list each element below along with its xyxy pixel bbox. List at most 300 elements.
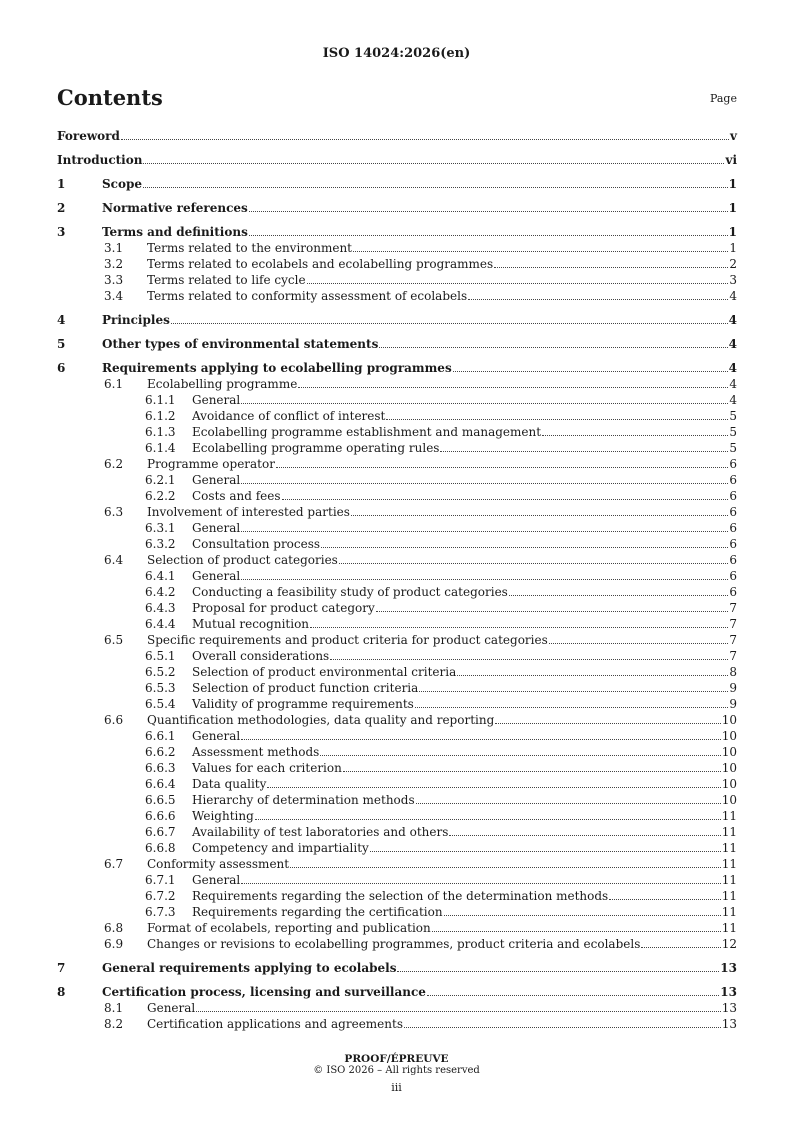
toc-entry-page: 13 [721,1001,737,1015]
toc-entry-title[interactable]: Certification process, licensing and surveillance [102,985,426,999]
toc-entry-title[interactable]: Normative references [102,201,248,215]
toc-entry-line [192,792,737,808]
toc-entry-title[interactable]: Terms related to conformity assessment of ecolabels [147,289,468,303]
toc-entry-line [192,744,737,760]
toc-entry-number: 6.1.3 [145,425,176,439]
toc-entry-title[interactable]: Ecolabelling programme operating rules [192,441,440,455]
dot-leader [376,602,729,612]
page-column-label: Page [709,92,737,105]
toc-entry-title[interactable]: Values for each criterion [192,761,342,775]
toc-entry[interactable] [57,600,737,616]
toc-entry-page: vi [725,153,737,167]
toc-entry-title[interactable]: Consultation process [192,537,321,551]
toc-entry-page: 1 [728,177,737,191]
page-number: iii [391,1081,402,1094]
dot-leader [453,362,728,372]
toc-entry-line [192,808,737,824]
dot-leader [241,730,720,740]
dot-leader [351,506,728,516]
toc-entry-title[interactable]: Programme operator [147,457,275,471]
toc-entry[interactable] [57,936,737,952]
dot-leader [397,962,719,972]
toc-entry[interactable] [57,552,737,568]
dot-leader [121,130,729,140]
toc-entry-title[interactable]: Changes or revisions to ecolabelling programmes, product criteria and ecolabels [147,937,641,951]
proof-label: PROOF/ÉPREUVE [344,1053,449,1065]
toc-entry-number: 6.6.1 [145,729,176,743]
toc-entry-page: 2 [729,257,737,271]
toc-entry-page: 4 [728,337,737,351]
toc-entry-title[interactable]: Avoidance of conflict of interest [192,409,386,423]
toc-entry[interactable] [57,824,737,840]
toc-entry[interactable] [57,152,737,168]
toc-entry-line [147,1000,737,1016]
toc-entry-number: 6.2 [104,457,124,471]
toc-entry-page: 6 [729,521,737,535]
toc-entry-line [192,616,737,632]
toc-entry[interactable] [57,336,737,352]
toc-entry[interactable] [57,504,737,520]
dot-leader [241,474,728,484]
toc-entry-page: 8 [729,665,737,679]
toc-entry-page: 6 [729,585,737,599]
toc-entry-page: 4 [728,361,737,375]
toc-entry-line [192,648,737,664]
toc-entry-number: 6.5.2 [145,665,176,679]
toc-entry[interactable] [57,840,737,856]
toc-entry-title[interactable]: Introduction [57,153,143,167]
toc-entry-line [147,936,737,952]
toc-entry-title[interactable]: General [192,521,241,535]
toc-entry-number: 6.6.8 [145,841,176,855]
toc-entry[interactable] [57,920,737,936]
toc-entry-line [192,568,737,584]
toc-entry[interactable] [57,712,737,728]
dot-leader [276,458,728,468]
toc-entry-number: 6.7 [104,857,124,871]
dot-leader [255,810,721,820]
toc-entry-page: 6 [729,505,737,519]
toc-entry[interactable] [57,240,737,256]
toc-entry-title[interactable]: Selection of product environmental criteria [192,665,457,679]
toc-entry-line [102,224,737,240]
toc-entry-page: 7 [729,633,737,647]
toc-entry-number: 6.5.1 [145,649,176,663]
toc-entry-title[interactable]: General [192,729,241,743]
toc-entry-title[interactable]: Costs and fees [192,489,281,503]
dot-leader [609,890,721,900]
dot-leader [353,242,728,252]
dot-leader [196,1002,720,1012]
toc-entry-line [102,200,737,216]
toc-entry-line [147,272,737,288]
toc-entry-line [192,424,737,440]
toc-entry[interactable] [57,648,737,664]
dot-leader [320,746,720,756]
toc-entry-line [192,600,737,616]
toc-entry[interactable] [57,224,737,240]
toc-entry-page: 3 [729,273,737,287]
toc-entry-line [192,872,737,888]
toc-entry-title[interactable]: Principles [102,313,170,327]
dot-leader [339,554,729,564]
toc-entry-title[interactable]: Terms related to ecolabels and ecolabelling programmes [147,257,494,271]
dot-leader [298,378,728,388]
toc-entry[interactable] [57,960,737,976]
dot-leader [321,538,728,548]
toc-entry-title[interactable]: Availability of test laboratories and others [192,825,449,839]
toc-entry-page: 13 [721,1017,737,1031]
dot-leader [416,794,721,804]
toc-entry-number: 3 [57,225,66,239]
toc-entry-page: 4 [729,377,737,391]
toc-entry-number: 6.6 [104,713,124,727]
page-footer [0,1053,793,1095]
toc-entry-page: 1 [728,225,737,239]
toc-entry-page: 4 [729,289,737,303]
toc-entry[interactable] [57,776,737,792]
toc-entry-title[interactable]: Requirements applying to ecolabelling programmes [102,361,452,375]
toc-entry[interactable] [57,728,737,744]
dot-leader [432,922,721,932]
toc-entry-title[interactable]: Certification applications and agreements [147,1017,403,1031]
toc-entry-title[interactable]: General [192,569,241,583]
toc-entry-title[interactable]: Terms related to the environment [147,241,353,255]
toc-entry-number: 6.2.1 [145,473,176,487]
toc-entry-line [147,552,737,568]
dot-leader [457,666,728,676]
toc-entry-number: 6.4.1 [145,569,176,583]
toc-entry[interactable] [57,856,737,872]
toc-entry-page: 7 [729,601,737,615]
dot-leader [290,858,721,868]
dot-leader [419,682,728,692]
toc-entry-line [147,256,737,272]
dot-leader [171,314,728,324]
toc-entry-line [102,336,737,352]
toc-entry-page: 5 [729,425,737,439]
toc-entry-page: 6 [729,553,737,567]
toc-entry-number: 6.4.2 [145,585,176,599]
toc-entry-line [147,632,737,648]
toc-entry[interactable] [57,792,737,808]
toc-entry-page: 12 [721,937,737,951]
toc-entry-title[interactable]: General [192,393,241,407]
toc-entry-line [192,472,737,488]
dot-leader [542,426,728,436]
dot-leader [427,986,719,996]
toc-entry-title[interactable]: Assessment methods [192,745,320,759]
toc-entry[interactable] [57,360,737,376]
toc-entry-line [147,376,737,392]
toc-entry[interactable] [57,200,737,216]
toc-entry-line [102,960,737,976]
toc-entry-title[interactable]: Mutual recognition [192,617,310,631]
dot-leader [241,570,728,580]
toc-entry[interactable] [57,176,737,192]
dot-leader [379,338,727,348]
toc-entry-line [192,888,737,904]
toc-entry-line [192,440,737,456]
toc-entry-title[interactable]: Format of ecolabels, reporting and publication [147,921,431,935]
toc-entry[interactable] [57,128,737,144]
toc-entry[interactable] [57,984,737,1000]
toc-entry[interactable] [57,664,737,680]
toc-entry-line [192,696,737,712]
toc-entry[interactable] [57,424,737,440]
toc-entry-line [192,840,737,856]
toc-entry[interactable] [57,392,737,408]
toc-entry-page: 1 [728,201,737,215]
toc-entry[interactable] [57,904,737,920]
toc-entry-number: 2 [57,201,66,215]
toc-entry-page: 11 [721,857,737,871]
toc-entry-page: 6 [729,537,737,551]
toc-entry-page: 9 [729,681,737,695]
toc-entry[interactable] [57,696,737,712]
toc-entry-title[interactable]: Conducting a feasibility study of product categories [192,585,508,599]
toc-entry-title[interactable]: General [147,1001,196,1015]
toc-entry-number: 6 [57,361,66,375]
dot-leader [249,226,728,236]
toc-entry-page: 11 [721,873,737,887]
toc-entry-line [192,760,737,776]
toc-entry[interactable] [57,456,737,472]
toc-entry[interactable] [57,744,737,760]
dot-leader [143,178,728,188]
dot-leader [143,154,724,164]
toc-entry-title[interactable]: Specific requirements and product criteria for product categories [147,633,548,647]
toc-entry[interactable] [57,808,737,824]
dot-leader [310,618,728,628]
toc-entry-number: 8.1 [104,1001,124,1015]
toc-entry[interactable] [57,1016,737,1032]
toc-entry-line [192,680,737,696]
dot-leader [449,826,720,836]
toc-entry[interactable] [57,536,737,552]
toc-entry-page: 10 [721,729,737,743]
toc-entry-number: 8 [57,985,66,999]
toc-entry-number: 7 [57,961,66,975]
dot-leader [404,1018,721,1028]
toc-entry-line [192,520,737,536]
toc-entry-line [192,584,737,600]
toc-entry-page: 11 [721,905,737,919]
toc-entry-page: 6 [729,473,737,487]
toc-entry-title[interactable]: Involvement of interested parties [147,505,350,519]
toc-entry[interactable] [57,440,737,456]
toc-entry-line [102,984,737,1000]
toc-entry-number: 6.6.3 [145,761,176,775]
toc-entry-title[interactable]: General requirements applying to ecolabels [102,961,397,975]
table-of-contents [57,128,737,1032]
document-header: ISO 14024:2026(en) [322,46,471,61]
toc-entry-line [102,360,737,376]
toc-entry-line [192,776,737,792]
dot-leader [509,586,729,596]
toc-entry-number: 6.7.3 [145,905,176,919]
toc-entry-page: 11 [721,825,737,839]
toc-entry[interactable] [57,632,737,648]
toc-entry[interactable] [57,760,737,776]
dot-leader [267,778,720,788]
toc-entry-line [57,152,737,168]
dot-leader [444,906,721,916]
toc-entry-page: 5 [729,441,737,455]
toc-entry[interactable] [57,408,737,424]
toc-entry-number: 3.2 [104,257,124,271]
toc-entry-number: 1 [57,177,66,191]
toc-entry-number: 6.5.3 [145,681,176,695]
toc-entry-line [147,920,737,936]
dot-leader [494,258,728,268]
toc-entry-number: 6.8 [104,921,124,935]
toc-entry-number: 6.5.4 [145,697,176,711]
toc-entry-page: 5 [729,409,737,423]
toc-entry-title[interactable]: Terms related to life cycle [147,273,306,287]
dot-leader [330,650,728,660]
toc-entry-page: v [730,129,737,143]
toc-entry-title[interactable]: General [192,473,241,487]
dot-leader [641,938,720,948]
toc-entry-page: 11 [721,809,737,823]
toc-entry[interactable] [57,1000,737,1016]
dot-leader [440,442,728,452]
toc-entry[interactable] [57,568,737,584]
toc-entry-title[interactable]: Requirements regarding the selection of the determination methods [192,889,609,903]
toc-entry-page: 4 [728,313,737,327]
toc-entry[interactable] [57,616,737,632]
toc-entry[interactable] [57,312,737,328]
toc-entry-number: 6.6.2 [145,745,176,759]
toc-entry-line [192,536,737,552]
toc-entry-number: 4 [57,313,66,327]
toc-entry-page: 4 [729,393,737,407]
toc-entry-line [102,312,737,328]
toc-entry[interactable] [57,256,737,272]
toc-entry-page: 6 [729,569,737,583]
toc-entry-number: 6.1.2 [145,409,176,423]
dot-leader [249,202,728,212]
toc-entry-title[interactable]: Data quality [192,777,267,791]
toc-entry-number: 6.3 [104,505,124,519]
toc-entry-title[interactable]: Validity of programme requirements [192,697,414,711]
toc-entry[interactable] [57,288,737,304]
toc-entry-line [147,288,737,304]
toc-entry-page: 7 [729,649,737,663]
toc-entry-number: 6.1.1 [145,393,176,407]
toc-entry-title[interactable]: Selection of product function criteria [192,681,419,695]
toc-entry-page: 6 [729,457,737,471]
toc-entry-number: 6.5 [104,633,124,647]
toc-entry-title[interactable]: Scope [102,177,143,191]
toc-entry-line [192,664,737,680]
toc-entry[interactable] [57,872,737,888]
dot-leader [495,714,720,724]
toc-entry[interactable] [57,376,737,392]
toc-entry[interactable] [57,472,737,488]
toc-entry[interactable] [57,272,737,288]
toc-entry-page: 10 [721,745,737,759]
toc-entry-page: 11 [721,921,737,935]
toc-entry-line [147,240,737,256]
toc-entry-title[interactable]: Conformity assessment [147,857,290,871]
dot-leader [307,274,729,284]
toc-entry-line [147,1016,737,1032]
toc-entry-number: 6.4.4 [145,617,176,631]
toc-entry-number: 3.1 [104,241,124,255]
toc-entry-number: 6.2.2 [145,489,176,503]
toc-entry-page: 6 [729,489,737,503]
toc-entry-title[interactable]: Hierarchy of determination methods [192,793,415,807]
toc-entry-title[interactable]: Competency and impartiality [192,841,369,855]
toc-entry-page: 11 [721,841,737,855]
dot-leader [282,490,729,500]
toc-entry-page: 10 [721,777,737,791]
toc-entry-number: 3.4 [104,289,124,303]
toc-entry-page: 13 [720,961,737,975]
toc-entry[interactable] [57,584,737,600]
toc-entry-title[interactable]: Requirements regarding the certification [192,905,443,919]
toc-entry-title[interactable]: Foreword [57,129,120,143]
toc-entry-line [192,824,737,840]
toc-entry-line [147,712,737,728]
dot-leader [549,634,729,644]
dot-leader [241,394,728,404]
toc-entry-title[interactable]: Overall considerations [192,649,330,663]
toc-entry-title[interactable]: Weighting [192,809,254,823]
toc-entry-title[interactable]: Selection of product categories [147,553,338,567]
toc-entry-title[interactable]: Terms and definitions [102,225,248,239]
toc-entry-page: 9 [729,697,737,711]
toc-entry-number: 6.6.5 [145,793,176,807]
dot-leader [343,762,721,772]
toc-entry-number: 6.7.2 [145,889,176,903]
toc-entry-line [102,176,737,192]
toc-entry-number: 6.9 [104,937,124,951]
toc-entry-number: 6.1 [104,377,124,391]
toc-entry-line [147,856,737,872]
toc-entry[interactable] [57,888,737,904]
toc-entry-line [192,408,737,424]
dot-leader [241,522,728,532]
toc-entry-number: 6.4.3 [145,601,176,615]
toc-entry-title[interactable]: Proposal for product category [192,601,375,615]
toc-entry-line [192,392,737,408]
toc-entry-title[interactable]: Quantification methodologies, data quality and reporting [147,713,495,727]
toc-entry[interactable] [57,680,737,696]
toc-entry-number: 6.3.2 [145,537,176,551]
toc-entry-number: 3.3 [104,273,124,287]
toc-entry-line [192,904,737,920]
toc-entry-number: 5 [57,337,66,351]
toc-entry-line [192,728,737,744]
toc-entry-title[interactable]: Other types of environmental statements [102,337,379,351]
toc-entry-line [192,488,737,504]
copyright-notice: © ISO 2026 – All rights reserved [313,1065,480,1076]
toc-entry-page: 7 [729,617,737,631]
toc-entry[interactable] [57,488,737,504]
page-title: Contents [57,85,163,110]
toc-entry-title[interactable]: Ecolabelling programme [147,377,298,391]
toc-entry-number: 6.1.4 [145,441,176,455]
toc-entry-title[interactable]: Ecolabelling programme establishment and management [192,425,542,439]
toc-entry-page: 1 [729,241,737,255]
toc-entry[interactable] [57,520,737,536]
toc-entry-line [57,128,737,144]
toc-entry-title[interactable]: General [192,873,241,887]
dot-leader [415,698,729,708]
